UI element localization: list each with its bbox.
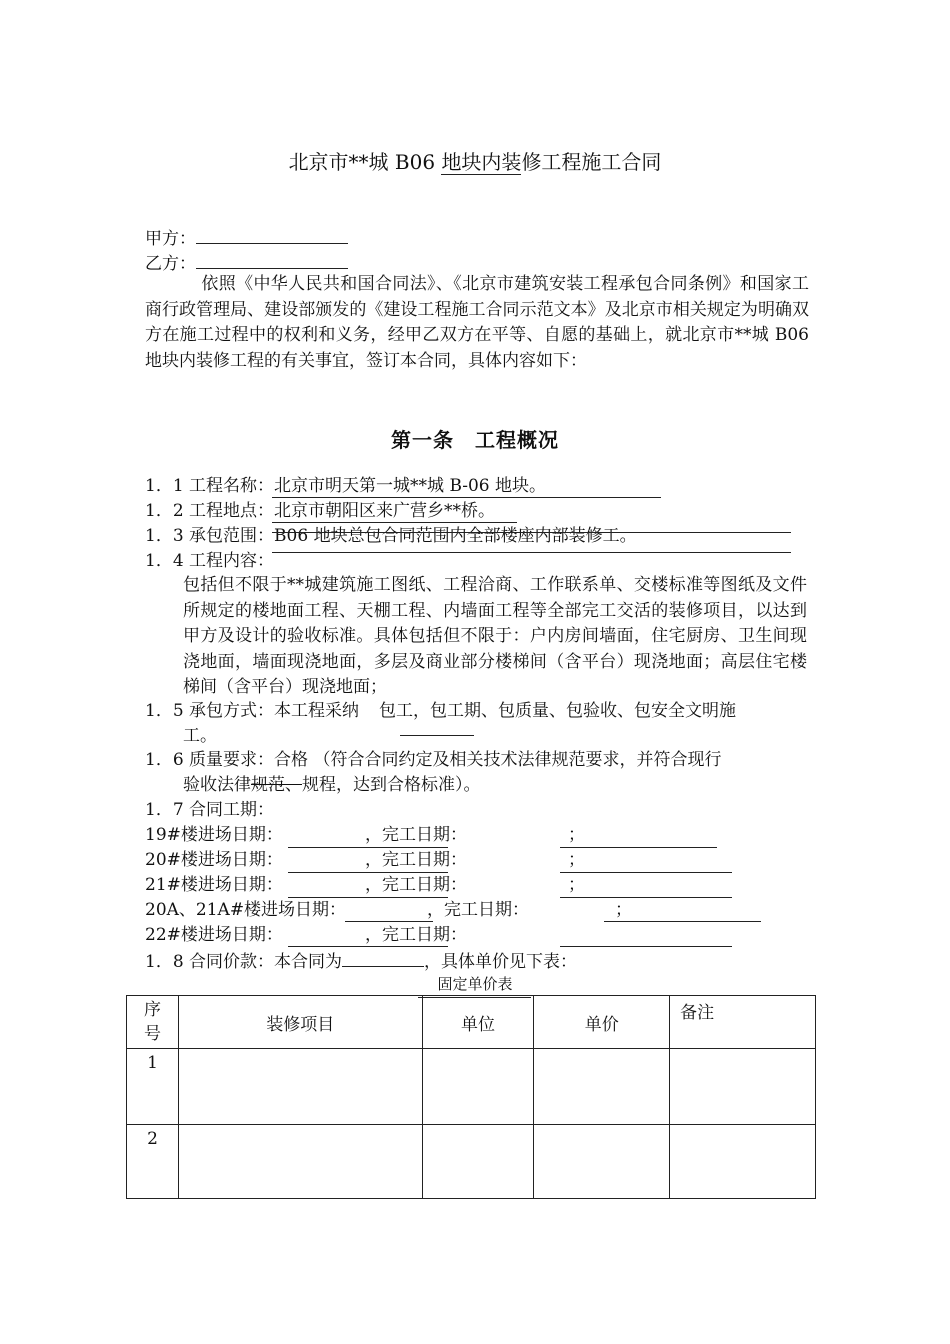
title-underlined: 地块内装 [441,150,522,174]
header-cell-price: 单价 [534,996,670,1049]
table-row [127,1049,816,1125]
party-b-blank[interactable] [196,250,348,269]
intro-paragraph [145,272,809,374]
table-header-row [127,996,816,1049]
row-price-cell[interactable] [534,1049,670,1125]
schedule-end-blank[interactable] [560,946,732,947]
intro-text: 依照《中华人民共和国合同法》、《北京市建筑安装工程承包合同条例》和国家工商行政管理局、建设部颁发的《建设工程施工合同示范文本》及北京市相关规定为明确双方在施工过程中的权利和义务，经甲乙双方在平等、自愿的基础上，就北京市**城 B06 地块内装修工程的有关事宜，签订本合同，具体内容如下： [145,274,809,371]
item-1-2: 1．2 工程地点：北京市朝阳区来广营乡**桥。 [145,501,496,521]
schedule-end-blank[interactable] [560,872,732,873]
item-1-5-a: 1．5 承包方式：本工程采纳 [145,701,360,721]
item-1-8-a: 1．8 合同价款：本合同为 [145,952,343,972]
item-1-5-b: 包工，包工期、包质量、包验收、包安全文明施 [379,701,737,721]
schedule-row [145,873,283,898]
row-remark-cell[interactable] [670,1125,816,1199]
party-a-blank[interactable] [196,225,348,244]
party-b-label: 乙方： [145,254,196,274]
schedule-done-label: ，完工日期： [365,825,467,845]
schedule-row [145,923,283,948]
contract-type-blank[interactable] [342,948,424,967]
item-1-1: 1．1 工程名称：北京市明天第一城**城 B-06 地块。 [145,476,547,496]
item-1-6-cont [183,773,481,798]
row-unit-cell[interactable] [422,1049,534,1125]
price-table [126,995,816,1199]
item-1-6-b1: 验收法律 [183,775,251,795]
header-cell-item: 装修项目 [178,996,422,1049]
item-1-5 [145,699,736,724]
item-1-7: 1．7 合同工期： [145,800,275,820]
schedule-row [145,848,283,873]
row-seq: 2 [127,1125,179,1199]
item-1-2-underline [272,522,517,523]
schedule-row [145,823,283,848]
document-title [0,146,950,175]
schedule-building: 22#楼进场日期： [145,925,283,945]
item-1-5-blank[interactable] [400,735,474,736]
row-seq: 1 [127,1049,179,1125]
item-1-1-underline [272,497,661,498]
row-unit-cell[interactable] [422,1125,534,1199]
table-row [127,1125,816,1199]
schedule-end: ； [568,825,585,845]
item-1-5-cont: 工。 [183,726,217,746]
schedule-start-blank[interactable] [288,946,448,947]
header-cell-unit: 单位 [422,996,534,1049]
title-post: 修工程施工合同 [521,150,662,174]
schedule-building: 20#楼进场日期： [145,850,283,870]
schedule-building: 19#楼进场日期： [145,825,283,845]
schedule-start-blank[interactable] [345,921,433,922]
item-1-4-body: 包括但不限于**城建筑施工图纸、工程洽商、工作联系单、交楼标准等图纸及文件所规定的楼地面工程、天棚工程、内墙面工程等全部完工交活的装修项目，以达到甲方及设计的验收标准。具体包括但不限于：户内房间墙面，住宅厨房、卫生间现浇地面，墙面现浇地面，多层及商业部分楼梯间（含平台）现浇地面；高层住宅楼梯间（含平台）现浇地面； [183,575,807,697]
schedule-building: 21#楼进场日期： [145,875,283,895]
header-cell-remark: 备注 [670,996,816,1049]
item-1-8-b: ，具体单价见下表： [424,952,578,972]
item-1-3-strikeline [272,532,791,533]
item-1-6: 1．6 质量要求：合格 （符合合同约定及相关技术法律规范要求，并符合现行 [145,750,722,770]
schedule-end-blank[interactable] [604,921,761,922]
schedule-done-label: ，完工日期： [365,875,467,895]
schedule-end: ； [615,900,632,920]
schedule-row [145,898,346,923]
article-heading: 第一条 工程概况 [391,428,559,452]
item-1-6-b2: 规范、 [251,775,302,795]
header-cell-seq: 序号 [127,996,179,1049]
item-1-6-b3: 规程，达到合格标准）。 [302,775,481,795]
schedule-done-label: ，完工日期： [427,900,529,920]
row-item-cell[interactable] [178,1125,422,1199]
schedule-end: ； [568,850,585,870]
table-caption: 固定单价表 [437,975,513,993]
row-item-cell[interactable] [178,1049,422,1125]
row-price-cell[interactable] [534,1125,670,1199]
party-a-label: 甲方： [145,229,196,249]
schedule-done-label: ，完工日期： [365,850,467,870]
schedule-end-blank[interactable] [560,897,732,898]
item-1-3: 1．3 承包范围：B06 地块总包合同范围内全部楼座内部装修工。 [145,526,637,546]
schedule-end: ； [568,875,585,895]
item-1-8 [145,948,577,975]
party-a-line [145,225,348,252]
item-1-3-underline [272,552,791,553]
item-1-4: 1．4 工程内容： [145,551,275,571]
schedule-building: 20A、21A#楼进场日期： [145,900,347,920]
title-pre: 北京市**城 B06 [288,150,442,174]
row-remark-cell[interactable] [670,1049,816,1125]
schedule-done-label: ，完工日期： [365,925,467,945]
